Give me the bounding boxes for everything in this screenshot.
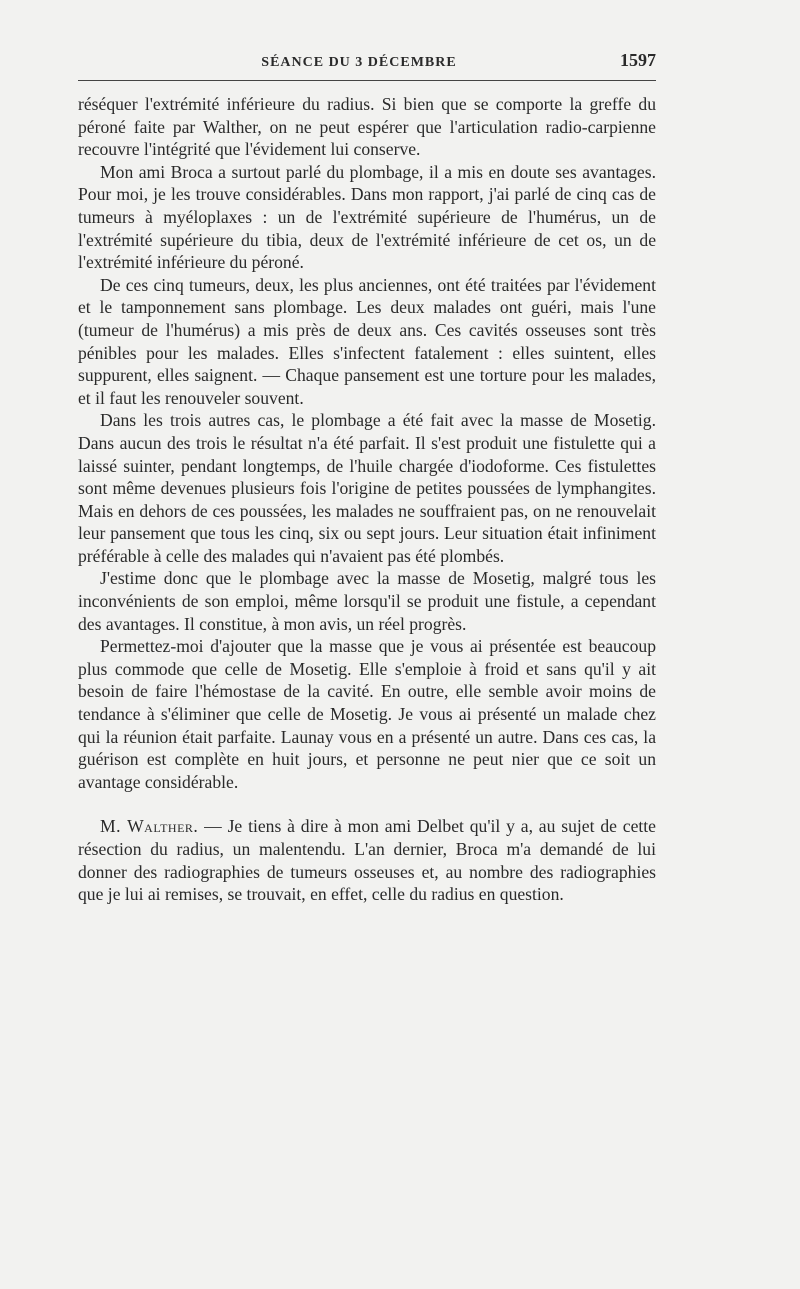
body-text <box>78 93 656 906</box>
paragraph-5: J'estime donc que le plombage avec la masse de Mosetig, malgré tous les inconvénients de son emploi, même lorsqu'il se produit une fistule, a cependant des avantages. Il constitue, à mon avis, un réel progrès. <box>78 568 656 634</box>
speaker-text: — Je tiens à dire à mon ami Delbet qu'il y a, au sujet de cette résection du radius, un malentendu. L'an dernier, Broca m'a demandé de lui donner des radiographies de tumeurs osseuses et, au nombre des radiographies que je lui ai remises, se trouvait, en effet, celle du radius en question. <box>78 816 656 905</box>
running-header <box>78 50 656 74</box>
header-title: SÉANCE DU 3 DÉCEMBRE <box>261 55 457 70</box>
paragraph-1: réséquer l'extrémité inférieure du radius. Si bien que se comporte la greffe du péroné faite par Walther, on ne peut espérer que l'articulation radio-carpienne recouvre l'intégrité que l'évidement lui conserve. <box>78 94 656 160</box>
speaker-paragraph <box>78 815 656 905</box>
paragraph-6: Permettez-moi d'ajouter que la masse que je vous ai présentée est beaucoup plus commode que celle de Mosetig. Elle s'emploie à froid et sans qu'il y ait besoin de faire l'hémostase de la cavité. En outre, elle semble avoir moins de tendance à s'éliminer que celle de Mosetig. Je vous ai présenté un malade chez qui la réunion était parfaite. Launay vous en a présenté un autre. Dans ces cas, la guérison est complète en huit jours, et personne ne peut nier que ce soit un avantage considérable. <box>78 636 656 792</box>
header-rule <box>78 80 656 81</box>
page <box>78 50 656 906</box>
paragraph-4: Dans les trois autres cas, le plombage a été fait avec la masse de Mosetig. Dans aucun des trois le résultat n'a été parfait. Il s'est produit une fistulette qui a laissé suinter, pendant longtemps, de l'huile chargée d'iodoforme. Ces fistulettes sont même devenues plusieurs fois l'origine de petites poussées de lymphangites. Mais en dehors de ces poussées, les malades ne souffraient pas, on ne renouvelait leur pansement que tous les cinq, six ou sept jours. Leur situation était infiniment préférable à celle des malades qui n'avaient pas été plombés. <box>78 410 656 566</box>
paragraph-2: Mon ami Broca a surtout parlé du plombage, il a mis en doute ses avantages. Pour moi, je les trouve considérables. Dans mon rapport, j'ai parlé de cinq cas de tumeurs à myéloplaxes : un de l'extrémité supérieure de l'humérus, un de l'extrémité supérieure du tibia, deux de l'extrémité inférieure de cet os, un de l'extrémité inférieure du péroné. <box>78 161 656 273</box>
speaker-name: M. Walther. <box>100 816 199 837</box>
paragraph-3: De ces cinq tumeurs, deux, les plus anciennes, ont été traitées par l'évidement et le tamponnement sans plombage. Les deux malades ont guéri, mais l'une (tumeur de l'humérus) a mis près de deux ans. Ces cavités osseuses sont très pénibles pour les malades. Elles s'infectent fatalement : elles suintent, elles suppurent, elles saignent. — Chaque pansement est une torture pour les malades, et il faut les renouveler souvent. <box>78 274 656 408</box>
page-number: 1597 <box>620 50 656 70</box>
